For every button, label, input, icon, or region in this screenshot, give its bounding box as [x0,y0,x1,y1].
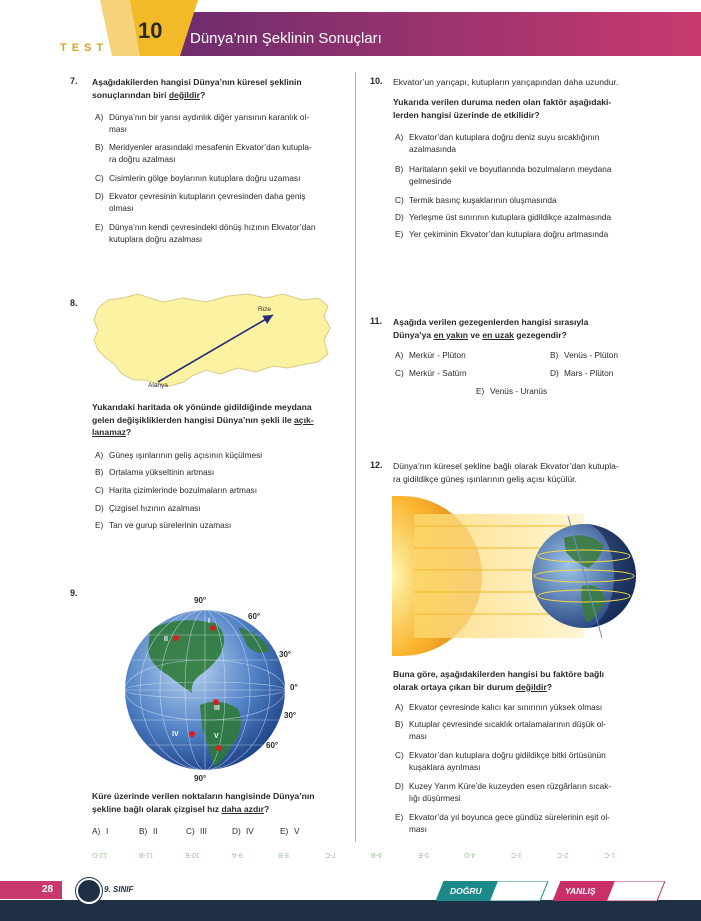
test-label: TEST [60,42,109,54]
header-banner [0,0,701,64]
option-text: Ekvator çevresinde kalıcı kar sınırının yüksek olması [409,702,603,712]
option-text: Ekvator’dan kutuplara doğru deniz suyu sıcaklığının azalmasında [409,132,600,154]
option-letter: C) [95,485,104,495]
q9-number: 9. [70,588,78,598]
answer-key-item: 2-C [557,851,569,858]
option-text: Güneş ışınlarının geliş açısının küçülmesi [109,450,263,460]
answer-key-item: 4-D [464,851,476,858]
q9-stem: Küre üzerinde verilen noktaların hangisinde Dünya’nın şekline bağlı olarak çizgisel hız daha azdır? [92,791,315,814]
option-letter: C) [395,750,404,760]
point-label-I: I [208,618,210,625]
q10-stem: Yukarıda verilen duruma neden olan faktör aşağıdaki- lerden hangisi üzerinde de etkilidir? [393,97,612,120]
option-letter: A) [395,350,404,360]
option-text: I [106,826,109,836]
option-text: Kutuplar çevresinde sıcaklık ortalamalarının düşük ol- ması [409,719,606,741]
point-label-IV: IV [172,731,179,738]
q11-stem: Aşağıda verilen gezegenlerden hangisi sırasıyla Dünya’ya en yakın ve en uzak gezegendir? [393,317,589,340]
option-letter: A) [92,826,101,836]
grade-label: 9. SINIF [104,885,134,894]
option-text: Dünya’nın kendi çevresindeki dönüş hızının Ekvator’dan kutuplara doğru azalması [109,222,316,244]
option-text: Cisimlerin gölge boylarının kutuplara doğru uzaması [109,173,301,183]
sun-earth-figure [392,496,642,656]
option-text: Kuzey Yarım Küre’de kuzeyden esen rüzgârların sıcak- lığı düşürmesi [409,781,612,803]
column-divider [355,72,356,842]
option-text: Venüs - Uranüs [490,386,548,396]
option-letter: E) [280,826,289,836]
option-letter: D) [95,503,104,513]
publisher-badge-icon [76,878,102,904]
option-text: Termik basınç kuşaklarının oluşmasında [409,195,557,205]
option-letter: E) [95,520,104,530]
q12-number: 12. [370,460,383,470]
answer-key-item: 7-C [324,851,336,858]
q7-number: 7. [70,76,78,86]
option-text: Tan ve gurup sürelerinin uzaması [109,520,232,530]
page-title: Dünya’nın Şeklinin Sonuçları [190,30,382,47]
q11-number: 11. [370,316,383,326]
option-text: Ekvator çevresinin kutupların çevresinden daha geniş olması [109,191,306,213]
answer-key-item: 8-B [278,851,289,858]
lat-label-equator: 0° [290,683,298,692]
option-text: Yerleşme üst sınırının kutuplara gidildikçe azalmasında [409,212,612,222]
option-text: Venüs - Plüton [564,350,618,360]
lat-label-north-90: 90° [194,596,207,605]
option-letter: C) [395,195,404,205]
option-text: Ekvator’dan kutuplara doğru gidildikçe bitki örtüsünün kuşaklara ayrılması [409,750,606,772]
option-letter: D) [232,826,241,836]
point-label-V: V [214,733,219,740]
q12-stem-intro: Dünya’nın küresel şekline bağlı olarak Ekvator’dan kutupla- ra gidildikçe güneş ışınlarının geliş açısı küçülür. [393,461,619,484]
option-letter: D) [395,781,404,791]
correct-label: DOĞRU [450,886,482,896]
turkey-map [88,288,344,396]
option-text: Ekvator’da yıl boyunca gece gündüz sürelerinin eşit ol- ması [409,812,610,834]
point-label-III: III [214,705,220,712]
footer-band [0,900,701,921]
point-IV [189,731,195,737]
option-letter: E) [95,222,104,232]
answer-key-item: 12-D [92,851,108,858]
q10-stem-line1: Ekvator’un yarıçapı, kutupların yarıçapından daha uzundur. [393,77,619,87]
option-letter: A) [395,132,404,142]
point-label-II: II [164,636,168,643]
test-number: 10 [138,18,163,43]
option-text: Harita çizimlerinde bozulmaların artması [109,485,258,495]
map-label-rize: Rize [258,306,272,313]
option-letter: A) [95,450,104,460]
lat-label-south-90: 90° [194,774,207,783]
point-I [210,625,216,631]
globe-figure [120,605,290,775]
answer-key-item: 9-A [231,851,243,858]
answer-key-item: 11-B [138,851,153,858]
option-letter: E) [395,229,404,239]
point-V [216,745,222,751]
q10-number: 10. [370,76,383,86]
option-text: III [200,826,207,836]
answer-key-item: 3-C [510,851,522,858]
option-letter: A) [95,112,104,122]
option-letter: D) [550,368,559,378]
point-II [173,635,179,641]
option-letter: B) [550,350,559,360]
option-text: Yer çekiminin Ekvator’dan kutuplara doğru artmasında [409,229,609,239]
option-text: Haritaların şekil ve boyutlarında bozulmaların meydana gelmesinde [409,164,612,186]
option-letter: E) [476,386,485,396]
option-letter: A) [395,702,404,712]
option-text: II [153,826,158,836]
answer-key-item: 5-E [417,851,429,858]
option-letter: B) [95,467,104,477]
answer-key-item: 6-B [371,851,382,858]
option-text: Merkür - Satürn [409,368,467,378]
option-letter: D) [395,212,404,222]
q7-stem: Aşağıdakilerden hangisi Dünya’nın küresel şeklinin sonuçlarından biri değildir? [92,77,302,100]
q8-stem: Yukarıdaki haritada ok yönünde gidildiğinde meydana gelen değişikliklerden hangisi Dünya’nın şekli ile açık- lanamaz? [92,402,314,438]
answer-key-item: 1-C [603,851,615,858]
option-text: Ortalama yükseltinin artması [109,467,215,477]
option-letter: C) [186,826,195,836]
q12-stem: Buna göre, aşağıdakilerden hangisi bu faktöre bağlı olarak ortaya çıkan bir durum değildir? [393,669,605,692]
lat-label-north-60: 60° [248,612,261,621]
q8-number: 8. [70,298,78,308]
option-letter: B) [95,142,104,152]
turkey-map-outline [94,294,330,386]
lat-label-south-30: 30° [284,711,297,720]
option-text: Merkür - Plüton [409,350,466,360]
option-letter: E) [395,812,404,822]
lat-label-north-30: 30° [279,650,292,659]
option-text: V [294,826,300,836]
answer-key-item: 10-E [185,851,200,858]
option-letter: B) [139,826,148,836]
wrong-label: YANLIŞ [565,886,596,896]
map-label-alanya: Alanya [148,382,168,389]
option-text: Mars - Plüton [564,368,614,378]
option-text: Meridyenler arasındaki mesafenin Ekvator’dan kutupla- ra doğru azalması [109,142,312,164]
option-letter: B) [395,164,404,174]
option-text: Çizgisel hızının azalması [109,503,201,513]
option-letter: B) [395,719,404,729]
option-text: IV [246,826,254,836]
page-number: 28 [42,884,54,895]
q7-negation: değildir [168,89,200,100]
option-letter: D) [95,191,104,201]
option-letter: C) [395,368,404,378]
lat-label-south-60: 60° [266,741,279,750]
option-letter: C) [95,173,104,183]
option-text: Dünya’nın bir yarısı aydınlık diğer yarısının karanlık ol- ması [109,112,310,134]
